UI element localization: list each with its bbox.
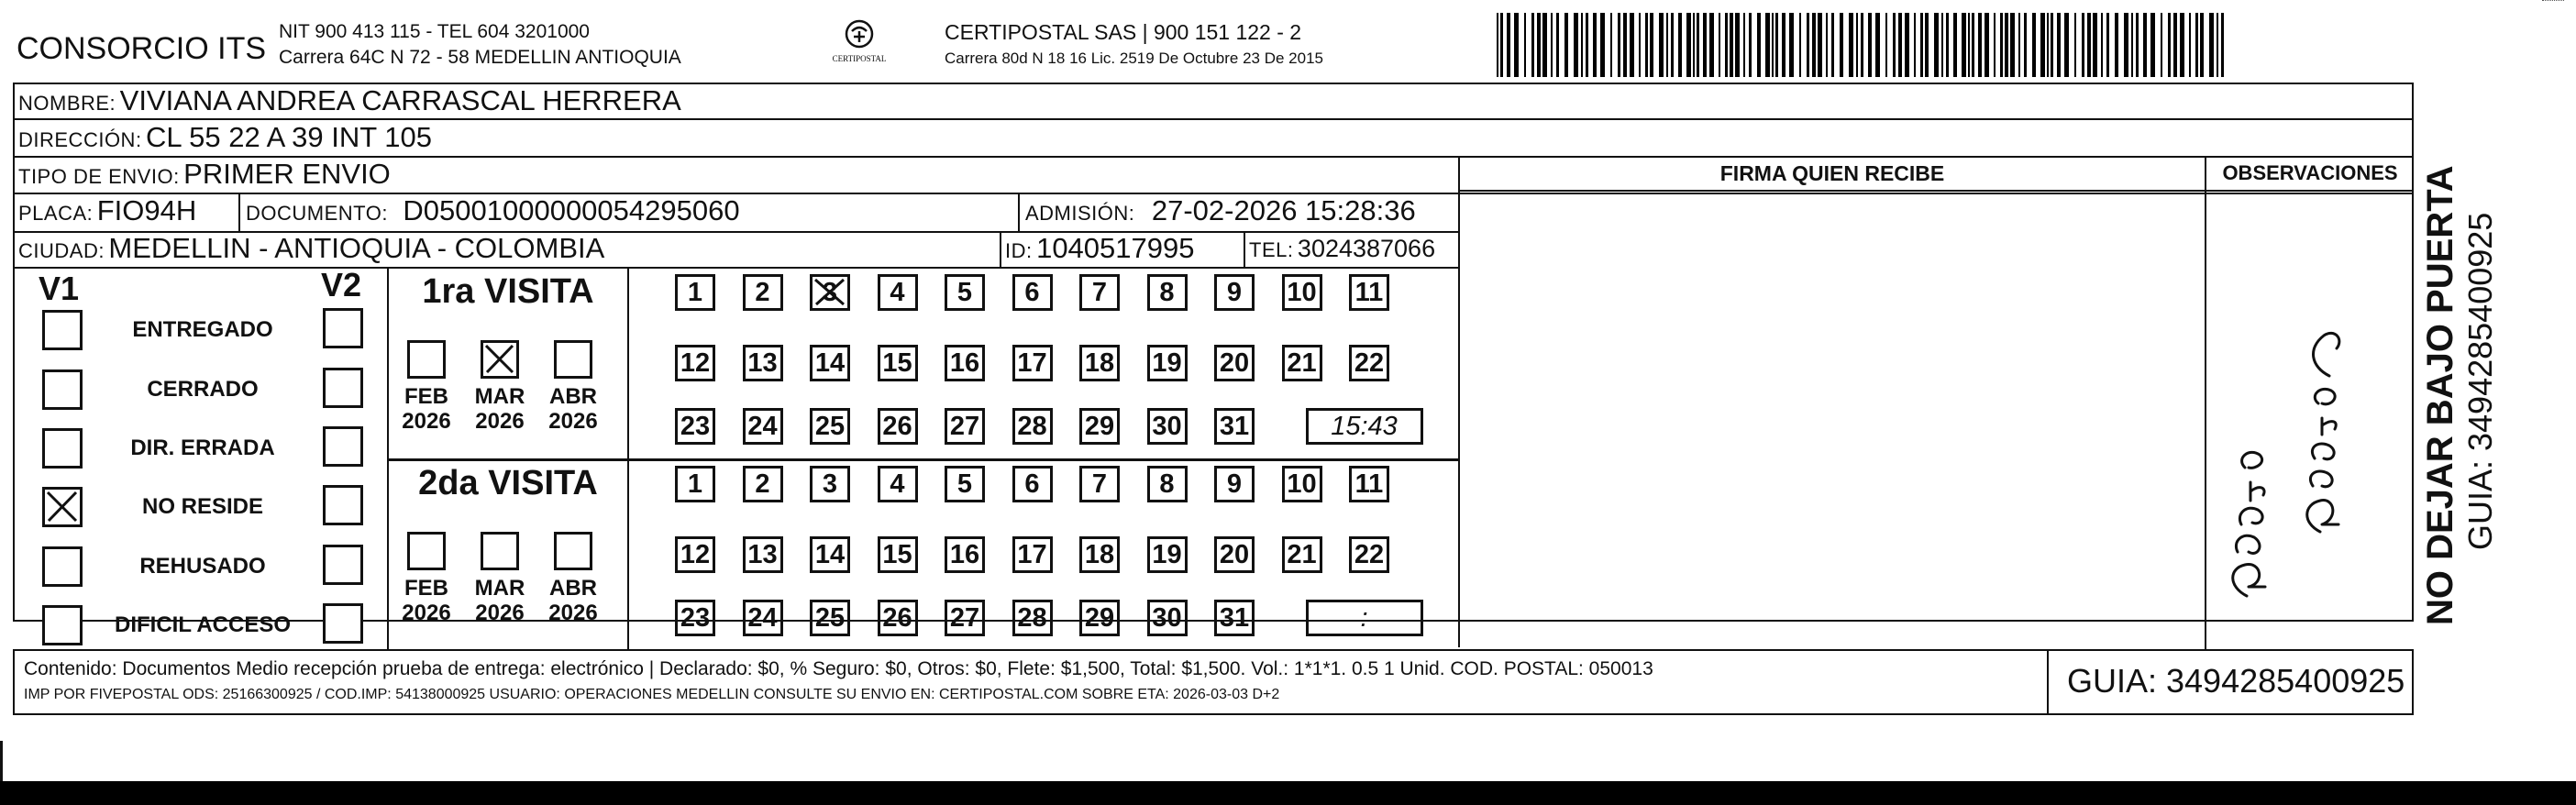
day-box[interactable] [1147,274,1188,311]
day-number: 24 [747,411,778,441]
day-number: 9 [1226,469,1243,499]
day-number: 28 [1017,602,1047,633]
day-number: 28 [1017,411,1047,441]
day-number: 10 [1287,277,1317,307]
day-box[interactable] [743,274,783,311]
day-number: 20 [1219,347,1250,378]
day-box[interactable] [1282,466,1322,502]
day-number: 2 [755,277,770,307]
month-label [546,576,601,625]
month-checkbox[interactable] [407,532,446,570]
status-v2-checkbox[interactable] [323,545,363,585]
company-name: CONSORCIO ITS [17,31,267,66]
v1-header: V1 [39,270,80,307]
day-box[interactable] [810,345,850,381]
month-checkbox[interactable] [481,340,519,379]
documento-cell [246,194,740,227]
row-divider [13,118,2414,120]
day-box[interactable] [743,408,783,445]
nombre-value: VIVIANA ANDREA CARRASCAL HERRERA [119,84,681,116]
month-label [472,384,527,434]
day-box[interactable] [1282,536,1322,573]
day-number: 19 [1152,539,1182,569]
day-number: 18 [1084,347,1115,378]
day-number: 11 [1354,277,1384,307]
status-v1-checkbox[interactable] [42,487,83,527]
placa-cell [18,194,196,227]
cell-divider [1000,231,1001,267]
day-number: 26 [882,602,912,633]
day-number: 2 [755,469,770,499]
observaciones-header: OBSERVACIONES [2222,161,2398,184]
day-number: 29 [1084,602,1115,633]
day-box[interactable] [675,274,715,311]
month-checkbox[interactable] [554,532,592,570]
placa-value: FIO94H [96,194,197,226]
month-name: MAR [474,576,525,601]
status-v2-checkbox[interactable] [323,308,363,348]
day-box[interactable] [945,536,985,573]
day-number: 13 [747,347,778,378]
day-number: 4 [890,277,905,307]
day-number: 7 [1091,277,1108,307]
day-number: 3 [822,277,838,307]
day-number: 22 [1354,347,1385,378]
day-box[interactable] [810,536,850,573]
direccion-label: DIRECCIÓN: [18,128,142,151]
day-box[interactable] [945,345,985,381]
day-box[interactable] [1012,600,1053,636]
day-box[interactable] [945,466,985,502]
month-checkbox[interactable] [481,532,519,570]
month-label [399,576,454,625]
day-number: 30 [1152,602,1182,633]
tel-value: 3024387066 [1297,235,1436,262]
day-box[interactable] [743,600,783,636]
day-box[interactable] [1147,600,1188,636]
status-v2-checkbox[interactable] [323,426,363,467]
day-number: 10 [1287,469,1317,499]
id-value: 1040517995 [1036,232,1195,264]
day-number: 30 [1152,411,1182,441]
footer-guia-divider [2047,649,2049,715]
carrier-address: Carrera 80d N 18 16 Lic. 2519 De Octubre 23 De 2015 [945,50,1323,67]
day-box[interactable] [675,600,715,636]
day-number: 29 [1084,411,1115,441]
firma-column-left [1458,156,1460,647]
footer-guia: GUIA: 3494285400925 [2067,662,2405,700]
status-label: DIR. ERRADA [130,436,275,460]
status-label: NO RESIDE [141,494,264,519]
status-v1-checkbox[interactable] [42,369,83,410]
day-number: 22 [1354,539,1385,569]
day-number: 27 [949,602,980,633]
day-box[interactable] [810,600,850,636]
day-box[interactable] [1349,466,1389,502]
ciudad-label: CIUDAD: [18,239,105,262]
month-label [399,384,454,434]
day-number: 12 [680,347,711,378]
observaciones-header-line [1458,190,2414,192]
day-number: 13 [747,539,778,569]
day-box[interactable] [743,536,783,573]
admision-cell [1025,194,1416,227]
day-box[interactable] [878,408,918,445]
day-box[interactable] [1349,345,1389,381]
tel-label: TEL: [1249,238,1294,261]
day-number: 21 [1287,347,1317,378]
visit-divider-vertical [627,267,629,650]
month-name: FEB [404,576,448,601]
tel-cell [1249,235,1435,263]
day-box[interactable] [810,466,850,502]
day-box[interactable] [1012,536,1053,573]
checkmark-x-icon [483,343,516,376]
visit-title: 2da VISITA [418,464,598,502]
status-v1-checkbox[interactable] [42,428,83,469]
day-box[interactable] [1012,466,1053,502]
status-label: ENTREGADO [132,317,273,342]
day-box[interactable] [1214,408,1255,445]
month-name: ABR [549,576,597,601]
cell-divider [1018,193,1020,231]
month-year: 2026 [402,409,451,434]
id-cell [1005,232,1195,265]
day-box[interactable] [1282,274,1322,311]
direccion-row [18,121,432,154]
day-number: 9 [1226,277,1243,307]
month-year: 2026 [475,409,525,434]
day-number: 14 [814,539,846,569]
status-v1-checkbox[interactable] [42,310,83,350]
day-number: 5 [956,469,973,499]
day-number: 6 [1024,277,1040,307]
day-box[interactable] [945,274,985,311]
day-number: 31 [1219,602,1250,633]
day-number: 6 [1024,469,1040,499]
day-number: 16 [949,347,980,378]
month-label [546,384,601,434]
v2-header: V2 [321,266,362,303]
day-box[interactable] [743,466,783,502]
certipostal-logo [827,18,891,68]
logo-icon [841,18,878,50]
day-number: 19 [1152,347,1182,378]
visit-title: 1ra VISITA [422,272,594,311]
day-box[interactable] [1012,345,1053,381]
day-number: 15 [882,347,912,378]
status-v2-checkbox[interactable] [323,368,363,408]
carrier-line: CERTIPOSTAL SAS | 900 151 122 - 2 [945,20,1302,44]
observaciones-note [2293,642,2295,643]
day-number: 27 [949,411,980,441]
day-number: 25 [814,411,846,441]
checkmark-x-icon [45,490,80,524]
company-address: Carrera 64C N 72 - 58 MEDELLIN ANTIOQUIA [279,47,681,68]
day-box[interactable] [1349,536,1389,573]
documento-label: DOCUMENTO: [246,202,388,225]
day-box[interactable] [675,536,715,573]
day-box[interactable] [878,274,918,311]
day-number: 23 [680,602,711,633]
day-number: 1 [687,277,703,307]
cell-divider [238,193,240,231]
tipo-row [18,158,391,191]
status-label: CERRADO [147,377,259,402]
nit-line: NIT 900 413 115 - TEL 604 3201000 [279,21,590,42]
day-box[interactable] [675,408,715,445]
day-number: 24 [747,602,778,633]
day-box[interactable] [1147,345,1188,381]
visit-divider [389,458,1458,461]
day-box[interactable] [810,274,850,311]
month-year: 2026 [402,601,451,625]
day-number: 21 [1287,539,1317,569]
day-box[interactable] [810,408,850,445]
day-number: 26 [882,411,912,441]
cell-divider [1244,231,1245,267]
day-box[interactable] [743,345,783,381]
month-name: FEB [404,384,448,409]
day-box[interactable] [1079,408,1120,445]
month-year: 2026 [548,601,598,625]
day-number: 14 [814,347,846,378]
status-v1-checkbox[interactable] [42,546,83,587]
day-box[interactable] [1214,345,1255,381]
day-box[interactable] [1147,536,1188,573]
day-number: 5 [956,277,973,307]
day-box[interactable] [1147,466,1188,502]
day-box[interactable] [945,600,985,636]
handwriting-note [2210,312,2412,623]
day-box[interactable] [1349,274,1389,311]
month-checkbox[interactable] [554,340,592,379]
day-box[interactable] [1012,408,1053,445]
month-year: 2026 [548,409,598,434]
observaciones-column-left [2205,156,2206,649]
day-box[interactable] [1214,600,1255,636]
ciudad-value: MEDELLIN - ANTIOQUIA - COLOMBIA [108,232,605,264]
tipo-value: PRIMER ENVIO [183,158,391,190]
tipo-label: TIPO DE ENVIO: [18,165,180,188]
day-box[interactable] [1282,345,1322,381]
day-number: 15 [882,539,912,569]
day-number: 17 [1017,539,1047,569]
day-box[interactable] [1079,600,1120,636]
firma-header: FIRMA QUIEN RECIBE [1719,161,1945,185]
status-label: DIFICIL ACCESO [114,612,291,637]
corner-mark [2542,0,2564,9]
day-box[interactable] [675,466,715,502]
day-box[interactable] [878,345,918,381]
day-number: 25 [814,602,846,633]
footer-line-1: Contenido: Documentos Medio recepción prueba de entrega: electrónico | Declarado: $0, % Seguro: $0, Otros: $0, Flete: $1,500, Total: $1,500. Vol.: 1*1*1. 0.5 1 Unid. COD. POSTAL: 050013 [24,658,1653,679]
day-number: 20 [1219,539,1250,569]
id-label: ID: [1005,239,1033,262]
day-box[interactable] [1079,274,1120,311]
day-box[interactable] [878,466,918,502]
day-number: 23 [680,411,711,441]
bottom-bar [0,781,2576,805]
day-number: 16 [949,539,980,569]
ciudad-cell [18,232,604,265]
day-box[interactable] [1147,408,1188,445]
status-v1-checkbox[interactable] [42,605,83,645]
admision-value: 27-02-2026 15:28:36 [1151,194,1416,226]
month-name: ABR [549,384,597,409]
day-box[interactable] [1214,536,1255,573]
day-number: 11 [1354,469,1384,499]
day-box[interactable] [1214,466,1255,502]
time-field[interactable]: : [1306,600,1423,636]
logo-text: CERTIPOSTAL [832,54,887,63]
direccion-value: CL 55 22 A 39 INT 105 [146,121,432,153]
day-number: 18 [1084,539,1115,569]
barcode [1495,13,2228,77]
day-box[interactable] [1079,466,1120,502]
day-box[interactable] [878,536,918,573]
nombre-label: NOMBRE: [18,92,116,115]
day-number: 17 [1017,347,1047,378]
day-box[interactable] [878,600,918,636]
status-v2-checkbox[interactable] [323,485,363,525]
month-name: MAR [474,384,525,409]
day-box[interactable] [945,408,985,445]
day-number: 7 [1091,469,1108,499]
month-year: 2026 [475,601,525,625]
nombre-row [18,84,681,117]
day-number: 3 [822,469,838,499]
time-field[interactable]: 15:43 [1306,408,1423,445]
footer-line-2: IMP POR FIVEPOSTAL ODS: 25166300925 / COD.IMP: 54138000925 USUARIO: OPERACIONES MEDELLIN CONSULTE SU ENVIO EN: CERTIPOSTAL.COM SOBRE ETA: 2026-03-03 D+2 [24,687,1280,702]
day-box[interactable] [1214,274,1255,311]
month-checkbox[interactable] [407,340,446,379]
checkmark-x-icon [813,277,847,308]
month-label [472,576,527,625]
status-v2-checkbox[interactable] [323,603,363,644]
day-number: 1 [687,469,703,499]
status-label: REHUSADO [139,554,266,579]
day-number: 8 [1159,277,1175,307]
day-box[interactable] [1012,274,1053,311]
documento-value: D05001000000054295060 [403,194,740,226]
day-number: 8 [1159,469,1175,499]
day-box[interactable] [1079,345,1120,381]
scan-mark [0,741,3,781]
day-box[interactable] [1079,536,1120,573]
placa-label: PLACA: [18,202,94,225]
admision-label: ADMISIÓN: [1025,202,1135,225]
day-number: 12 [680,539,711,569]
day-number: 4 [890,469,905,499]
day-number: 31 [1219,411,1250,441]
side-warning: NO DEJAR BAJO PUERTA [2420,165,2460,625]
day-box[interactable] [675,345,715,381]
side-guia: GUIA: 3494285400925 [2461,212,2499,550]
